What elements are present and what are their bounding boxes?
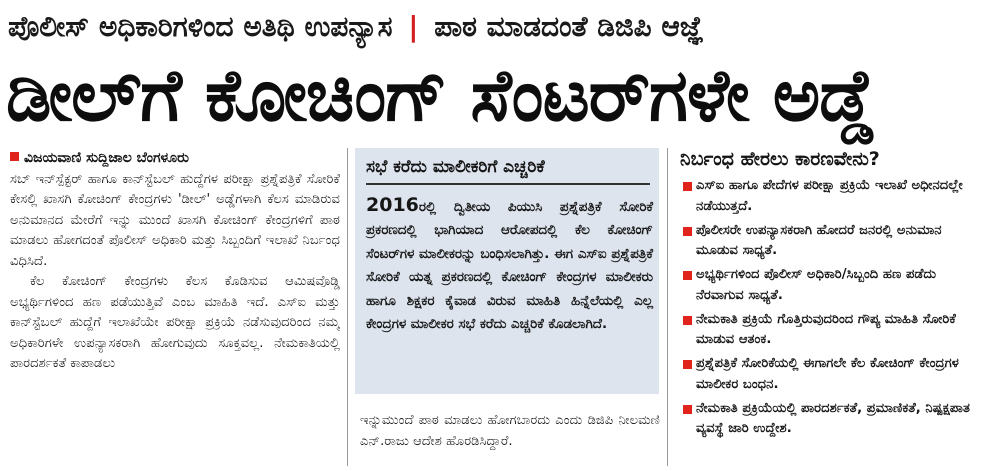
- right-column-title: ನಿರ್ಬಂಧ ಹೇರಲು ಕಾರಣವೇನು?: [680, 148, 880, 170]
- left-paragraph-2: ಕೆಲ ಕೋಚಿಂಗ್ ಕೇಂದ್ರಗಳು ಕೆಲಸ ಕೊಡಿಸುವ ಆಮಿಷವೊಡ್ಡಿ ಅಭ್ಯರ್ಥಿಗಳಿಂದ ಹಣ ಪಡೆಯುತ್ತಿವೆ ಎಂಬ ಮಾಹಿತಿ ಇದೆ. ಎಸ್‌ಐ ಮತ್ತು ಕಾನ್‌ಸ್ಟೆಬಲ್ ಹುದ್ದೆಗೆ ಇಲಾಖೆಯೇ ಪರೀಕ್ಷಾ ಪ್ರಕ್ರಿಯೆ ನಡೆಸುವುದರಿಂದ ನಮ್ಮ ಅಧಿಕಾರಿಗಳೇ ಉಪನ್ಯಾಸಕರಾಗಿ ಹೋಗುವುದು ಸೂಕ್ತವಲ್ಲ. ನೇಮಕಾತಿಯಲ್ಲಿ ಪಾರದರ್ಶಕತೆ ಕಾಪಾಡಲು: [10, 274, 340, 371]
- sidebar-box-body: [366, 194, 653, 336]
- column-divider: [667, 148, 668, 466]
- kicker-right: ಪಾಠ ಮಾಡದಂತೆ ಡಿಜಿಪಿ ಆಜ್ಞೆ: [434, 10, 704, 43]
- list-item: [682, 176, 984, 217]
- list-item-text: ಎಸ್‌ಐ ಹಾಗೂ ಪೇದೆಗಳ ಪರೀಕ್ಷಾ ಪ್ರಕ್ರಿಯೆ ಇಲಾಖೆ ಅಧೀನದಲ್ಲೇ ನಡೆಯುತ್ತದೆ.: [696, 178, 963, 214]
- list-item-text: ಅಭ್ಯರ್ಥಿಗಳಿಂದ ಪೊಲೀಸ್ ಅಧಿಕಾರಿ/ಸಿಬ್ಬಂದಿ ಹಣ ಪಡೆದು ನೆರವಾಗುವ ಸಾಧ್ಯತೆ.: [696, 267, 937, 303]
- column-divider: [347, 148, 348, 466]
- bullet-icon: [683, 271, 692, 280]
- list-item: [682, 399, 984, 440]
- sidebar-box-text: ರಲ್ಲಿ ದ್ವಿತೀಯ ಪಿಯುಸಿ ಪ್ರಶ್ನೆಪತ್ರಿಕೆ ಸೋರಿಕೆ ಪ್ರಕರಣದಲ್ಲಿ ಭಾಗಿಯಾದ ಆರೋಪದಲ್ಲಿ ಕೆಲ ಕೋಚಿಂಗ್ ಸೆಂಟರ್‌ಗಳ ಮಾಲೀಕರನ್ನು ಬಂಧಿಸಲಾಗಿತ್ತು. ಈಗ ಎಸ್‌ಐ ಪ್ರಶ್ನೆಪತ್ರಿಕೆ ಸೋರಿಕೆ ಯತ್ನ ಪ್ರಕರಣದಲ್ಲಿ ಕೋಚಿಂಗ್ ಕೇಂದ್ರಗಳ ಮಾಲೀಕರು ಹಾಗೂ ಶಿಕ್ಷಕರ ಕೈವಾಡ ವಿರುವ ಮಾಹಿತಿ ಹಿನ್ನೆಲೆಯಲ್ಲಿ ಎಲ್ಲ ಕೇಂದ್ರಗಳ ಮಾಲೀಕರ ಸಭೆ ಕರೆದು ಎಚ್ಚರಿಕೆ ಕೊಡಲಾಗಿದೆ.: [366, 200, 653, 333]
- list-item-text: ನೇಮಕಾತಿ ಪ್ರಕ್ರಿಯೆ ಗೊತ್ತಿರುವುದರಿಂದ ಗೌಪ್ಯ ಮಾಹಿತಿ ಸೋರಿಕೆ ಮಾಡುವ ಆತಂಕ.: [696, 311, 956, 348]
- bullet-icon: [683, 182, 692, 191]
- byline: [10, 148, 340, 169]
- list-item-text: ನೇಮಕಾತಿ ಪ್ರಕ್ರಿಯೆಯಲ್ಲಿ ಪಾರದರ್ಶಕತೆ, ಪ್ರಮಾಣಿಕತೆ, ನಿಷ್ಪಕ್ಷಪಾತ ವ್ಯವಸ್ಥೆ ಜಾರಿ ಉದ್ದೇಶ.: [696, 400, 970, 437]
- bullet-icon: [683, 405, 692, 414]
- bullet-icon: [683, 316, 692, 325]
- bullet-icon: [683, 227, 692, 236]
- list-item-text: ಪೊಲೀಸರೇ ಉಪನ್ಯಾಸಕರಾಗಿ ಹೋದರೆ ಜನರಲ್ಲಿ ಅನುಮಾನ ಮೂಡುವ ಸಾಧ್ಯತೆ.: [696, 222, 942, 259]
- sidebar-box-rule: [366, 183, 650, 185]
- list-item: [682, 354, 984, 395]
- sidebar-box-year: 2016: [366, 194, 419, 216]
- left-column: [10, 148, 340, 470]
- reasons-list: [682, 176, 984, 443]
- list-item: [682, 310, 984, 351]
- headline: ಡೀಲ್‌ಗೆ ಕೋಚಿಂಗ್ ಸೆಂಟರ್‌ಗಳೇ ಅಡ್ಡೆ: [6, 53, 876, 137]
- kicker-left: ಪೊಲೀಸ್ ಅಧಿಕಾರಿಗಳಿಂದ ಅತಿಥಿ ಉಪನ್ಯಾಸ: [8, 10, 393, 43]
- kicker-separator: |: [408, 10, 419, 43]
- middle-continuation: ಇನ್ನುಮುಂದೆ ಪಾಠ ಮಾಡಲು ಹೋಗಬಾರದು ಎಂದು ಡಿಜಿಪಿ ನೀಲಮಣಿ ಎನ್.ರಾಜು ಆದೇಶ ಹೊರಡಿಸಿದ್ದಾರೆ.: [360, 413, 660, 449]
- list-item-text: ಪ್ರಶ್ನೆಪತ್ರಿಕೆ ಸೋರಿಕೆಯಲ್ಲಿ ಈಗಾಗಲೇ ಕೆಲ ಕೋಚಿಂಗ್ ಕೇಂದ್ರಗಳ ಮಾಲೀಕರ ಬಂಧನ.: [696, 356, 959, 392]
- sidebar-box-title: ಸಭೆ ಕರೆದು ಮಾಲೀಕರಿಗೆ ಎಚ್ಚರಿಕೆ: [366, 157, 545, 177]
- bullet-icon: [683, 360, 692, 369]
- byline-text: ವಿಜಯವಾಣಿ ಸುದ್ದಿಜಾಲ ಬೆಂಗಳೂರು: [24, 150, 189, 166]
- kicker-line: [8, 3, 988, 51]
- list-item: [682, 221, 984, 262]
- list-item: [682, 265, 984, 306]
- byline-bullet-icon: [10, 152, 19, 161]
- left-paragraph-1: ಸಬ್ ಇನ್‌ಸ್ಪೆಕ್ಟರ್ ಹಾಗೂ ಕಾನ್‌ಸ್ಟೆಬಲ್ ಹುದ್ದೆಗಳ ಪರೀಕ್ಷಾ ಪ್ರಶ್ನೆಪತ್ರಿಕೆ ಸೋರಿಕೆ ಕೇಸಲ್ಲಿ ಖಾಸಗಿ ಕೋಚಿಂಗ್ ಕೇಂದ್ರಗಳು 'ಡೀಲ್' ಅಡ್ಡೆಗಳಾಗಿ ಕೆಲಸ ಮಾಡಿರುವ ಅನುಮಾನದ ಮೇರೆಗೆ ಇನ್ನು ಮುಂದೆ ಖಾಸಗಿ ಕೋಚಿಂಗ್ ಕೇಂದ್ರಗಳಿಗೆ ಪಾಠ ಮಾಡಲು ಹೋಗದಂತೆ ಪೊಲೀಸ್ ಅಧಿಕಾರಿ ಮತ್ತು ಸಿಬ್ಬಂದಿಗೆ ಇಲಾಖೆ ನಿರ್ಬಂಧ ವಿಧಿಸಿದೆ.: [10, 171, 340, 269]
